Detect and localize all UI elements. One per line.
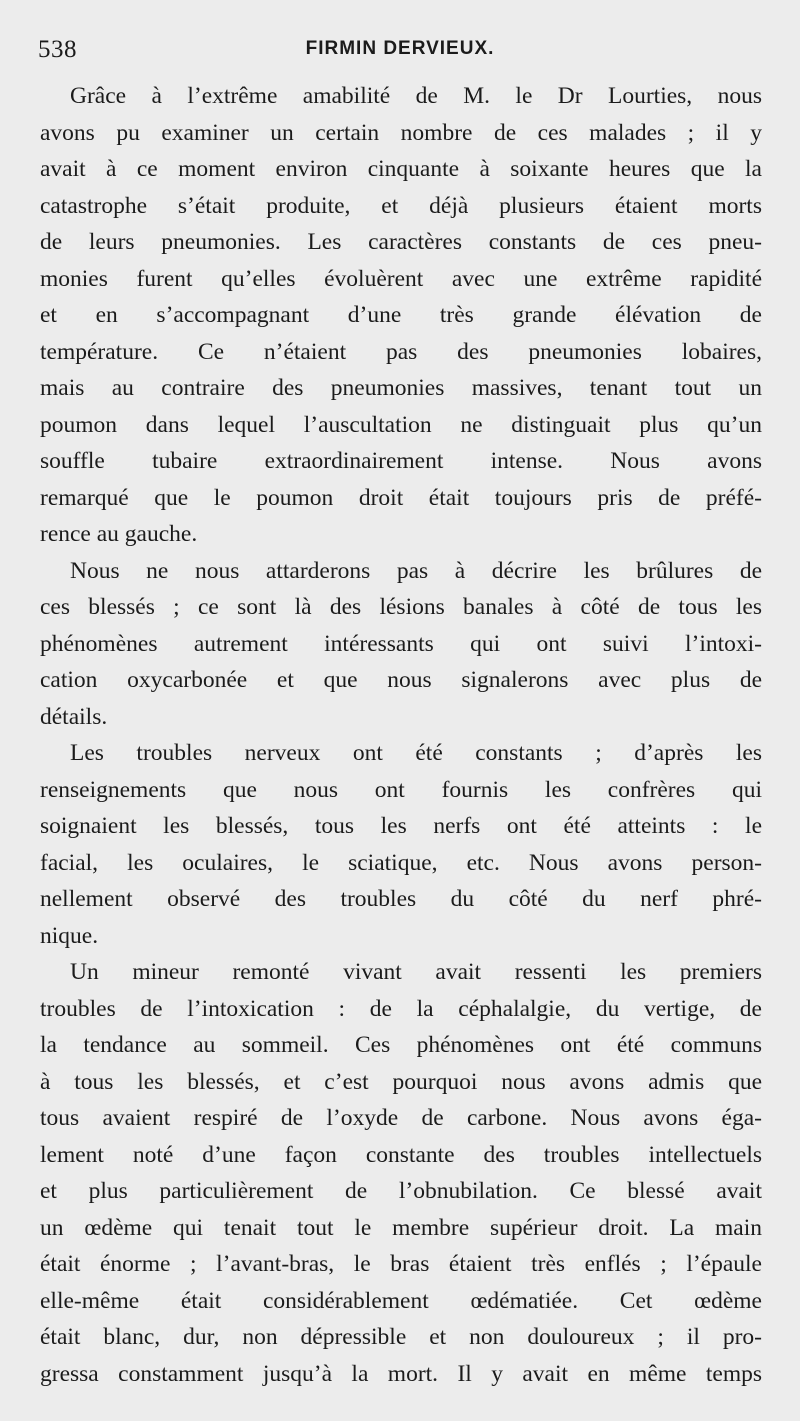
running-head: FIRMIN DERVIEUX. <box>305 38 495 59</box>
text-line: était blanc, dur, non dépressible et non douloureux ; il pro- <box>40 1324 762 1350</box>
text-line: Nous ne nous attarderons pas à décrire les brûlures de <box>70 557 762 584</box>
text-line: phénomènes autrement intéressants qui ont suivi l’intoxi- <box>40 630 762 657</box>
text-line: était énorme ; l’avant-bras, le bras étaient très enflés ; l’épaule <box>40 1251 762 1277</box>
paragraph <box>40 78 762 553</box>
text-line: nellement observé des troubles du côté du nerf phré- <box>40 886 762 912</box>
text-line: de leurs pneumonies. Les caractères constants de ces pneu- <box>40 229 762 255</box>
text-line: détails. <box>40 703 108 730</box>
body-text <box>40 78 762 1392</box>
text-line: Grâce à l’extrême amabilité de M. le Dr Lourties, nous <box>70 83 762 109</box>
text-line: elle-même était considérablement œdématiée. Cet œdème <box>40 1287 762 1314</box>
text-line: à tous les blessés, et c’est pourquoi nous avons admis que <box>40 1068 762 1095</box>
text-line: ces blessés ; ce sont là des lésions banales à côté de tous les <box>40 594 762 620</box>
paragraph <box>40 954 762 1392</box>
text-line: facial, les oculaires, le sciatique, etc. Nous avons person- <box>40 849 762 876</box>
text-line: catastrophe s’était produite, et déjà plusieurs étaient morts <box>40 192 762 219</box>
text-line: avons pu examiner un certain nombre de ces malades ; il y <box>40 119 762 146</box>
page-header <box>38 36 762 70</box>
text-line: poumon dans lequel l’auscultation ne distinguait plus qu’un <box>40 411 762 438</box>
text-line: nique. <box>40 922 99 949</box>
text-line: mais au contraire des pneumonies massives, tenant tout un <box>40 375 762 401</box>
paragraph <box>40 735 762 954</box>
text-line: renseignements que nous ont fournis les confrères qui <box>40 776 762 803</box>
text-line: tous avaient respiré de l’oxyde de carbone. Nous avons éga- <box>40 1105 762 1131</box>
text-line: remarqué que le poumon droit était toujours pris de préfé- <box>40 484 762 511</box>
text-line: troubles de l’intoxication : de la céphalalgie, du vertige, de <box>40 995 762 1022</box>
page-number: 538 <box>38 36 77 63</box>
paragraph <box>40 553 762 736</box>
text-line: souffle tubaire extraordinairement intense. Nous avons <box>40 448 762 474</box>
text-line: rence au gauche. <box>40 521 198 547</box>
text-line: la tendance au sommeil. Ces phénomènes ont été communs <box>40 1032 762 1058</box>
text-line: soignaient les blessés, tous les nerfs ont été atteints : le <box>40 813 762 839</box>
text-line: cation oxycarbonée et que nous signalerons avec plus de <box>40 667 762 693</box>
text-line: et plus particulièrement de l’obnubilation. Ce blessé avait <box>40 1178 762 1204</box>
text-line: lement noté d’une façon constante des troubles intellectuels <box>40 1141 762 1168</box>
text-line: Un mineur remonté vivant avait ressenti les premiers <box>70 959 762 985</box>
text-line: gressa constamment jusqu’à la mort. Il y avait en même temps <box>40 1360 762 1387</box>
text-line: température. Ce n’étaient pas des pneumonies lobaires, <box>40 338 762 365</box>
text-line: avait à ce moment environ cinquante à soixante heures que la <box>40 156 762 182</box>
text-line: et en s’accompagnant d’une très grande élévation de <box>40 302 762 328</box>
text-line: monies furent qu’elles évoluèrent avec une extrême rapidité <box>40 265 762 292</box>
text-line: Les troubles nerveux ont été constants ; d’après les <box>70 740 762 766</box>
text-line: un œdème qui tenait tout le membre supérieur droit. La main <box>40 1214 762 1241</box>
